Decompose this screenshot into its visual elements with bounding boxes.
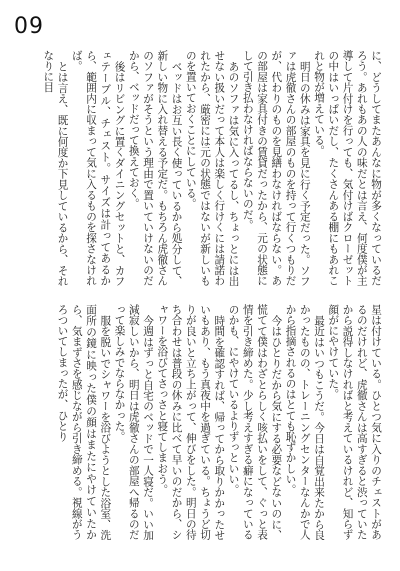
paragraph: 服を脱いでシャワーを浴びようとした浴室、洗面所の鏡に映った僕の顔はまたにやけていたから、気まずさを感じながら引き締める。視線がうろついてしまったが、ひとり bbox=[56, 304, 112, 540]
paragraph: ベッドはお互い長く使っているから処分して、新しい物に入れ替える予定だ。もちろん虎徹さんのソファがそうという理由で置いていけないのだから、ベッドだって換えておく。 bbox=[127, 50, 183, 286]
paragraph: 時間を確認すれば、帰ってから取りかかったせいもあり、もう真夜中を過ぎている。ちょうど切りが良いと立ち上がって、伸びをした。明日の待ち合わせは普段の休みに比べて早いのだから、シャワーを浴びてさっさと寝てしまおう。 bbox=[156, 304, 226, 540]
paragraph: 星は付けている。ひとつ気に入りのチェストがあるのだけれど、虎徹さんは高すぎると渋っていたから説得しなければと考えているけれど、知らず顔がにやけていた。 bbox=[327, 304, 382, 540]
paragraph: 後はリビングに置くダイニングセットと、カフェテーブル、チェスト。サイズは計ってあるから、範囲内に収まって気に入るものを探さなければ。 bbox=[70, 50, 126, 286]
text-block-upper bbox=[17, 50, 383, 286]
paragraph: 今はひとりだから気にする必要などないのに、慌てて僕はわざとらしく咳払いをして、ぐっと表情を引き締めた。少し考えすぎる癖になっているのかも、にやけているよりずっといい。 bbox=[227, 304, 283, 540]
text-block-lower bbox=[17, 304, 383, 540]
paragraph: とは言え、既に何度か下見しているから、それなりに目 bbox=[42, 50, 69, 286]
paragraph: 今週はずっと自宅のベッドで一人寝だ。いい加減寂しいから、明日は虎徹さんの部屋へ帰るのだって楽しみでならなかった。 bbox=[113, 304, 154, 540]
paragraph: に、どうしてまたあんなに物が多くなっているだろう。あれもあの人の味だとは言え、何度僕が主導して片付けを行っても、気付けばクローゼットの中はいっぱいだし、たくさんある棚にもあれこれと物が増えている。 bbox=[313, 50, 382, 286]
paragraph: 最近はいつもこうだ。今日は自覚出来たから良かったものの、トレーニングセンターなんかで人から指摘されるのはとても恥ずかしい。 bbox=[284, 304, 325, 540]
paragraph: あのソファは気に入ってるし、ちょっとには出せない扱いだって本人は楽しく行けくには請諾われたから、厳密には元の状態ではないが新しいものを置いておくことにしている。 bbox=[184, 50, 240, 286]
page-number: 09 bbox=[14, 14, 44, 39]
paragraph: 明日の休みは家具を見に行く予定だった。ソファは虎徹さんの部屋のものを持って行くつもりだが、代わりのものを見繕わなければならない。あの部屋は家具付きの賃貸だったから、元の状態にして引き払わなければならないのだ。 bbox=[241, 50, 311, 286]
